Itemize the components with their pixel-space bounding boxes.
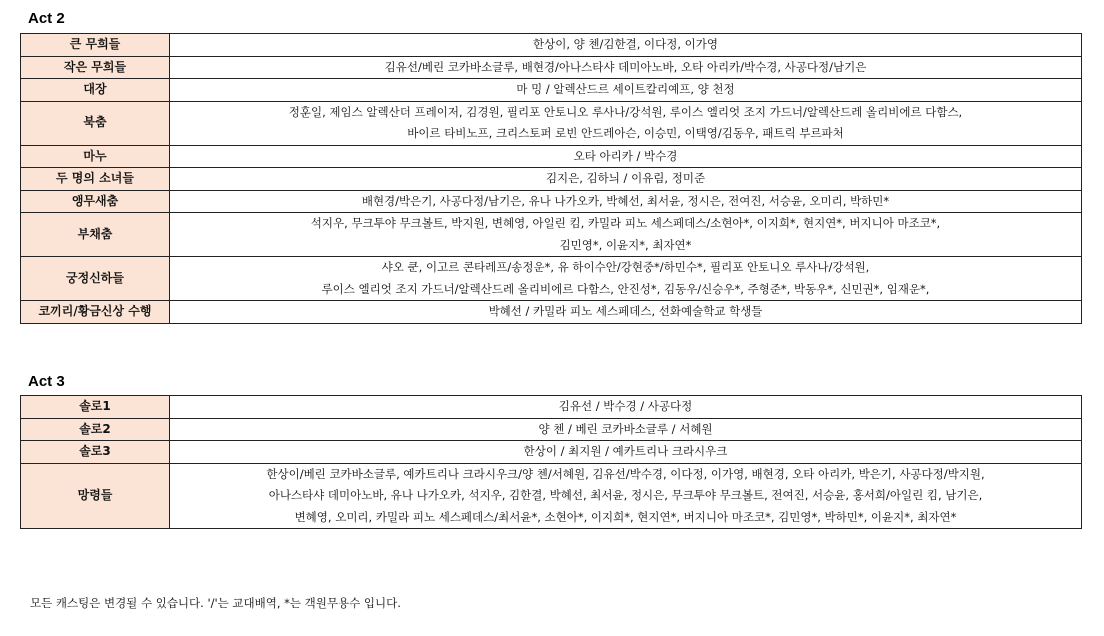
- cast-line: 석지우, 무크투야 무크볼트, 박지원, 변혜영, 아일린 킴, 카밀라 피노 세스페데스/소현아*, 이지희*, 현지연*, 버지니아 마조코*,: [310, 216, 941, 230]
- act2-heading: Act 2: [28, 10, 65, 27]
- cast-row: [21, 190, 1082, 213]
- cast-line: 아나스타샤 데미아노바, 유나 나가오카, 석지우, 김한결, 박혜선, 최서윤, 정시은, 무크투야 무크볼트, 전여진, 서승윤, 홍서희/아일린 킴, 남기은,: [268, 488, 983, 502]
- cast-line: 김유선 / 박수경 / 사공다정: [558, 399, 693, 413]
- cast-list: [170, 79, 1082, 102]
- cast-row: [21, 79, 1082, 102]
- cast-row: [21, 441, 1082, 464]
- role-name: 부채춤: [21, 213, 170, 257]
- role-name: 코끼리/황금신상 수행: [21, 301, 170, 324]
- cast-list: [170, 34, 1082, 57]
- act2-cast-table: [20, 33, 1082, 324]
- cast-line: 배현경/박은기, 사공다정/남기은, 유나 나가오카, 박혜선, 최서윤, 정시은, 전여진, 서승윤, 오미리, 박하민*: [361, 193, 890, 208]
- cast-line: 한상이/베린 코카바소글루, 예카트리나 크라시우크/양 첸/서혜원, 김유선/박수경, 이다정, 이가영, 배현경, 오타 아리카, 박은기, 사공다정/박지원,: [266, 466, 985, 481]
- role-name: 솔로2: [21, 418, 170, 441]
- cast-list: [170, 56, 1082, 79]
- role-name: 큰 무희들: [21, 34, 170, 57]
- cast-line: 마 밍 / 알렉산드르 세이트칼리예프, 양 천정: [516, 82, 735, 96]
- role-name: 궁정신하들: [21, 257, 170, 301]
- cast-row: [21, 418, 1082, 441]
- cast-list: [170, 257, 1082, 301]
- cast-list: [170, 463, 1082, 529]
- cast-list: [170, 213, 1082, 257]
- cast-line: 김민영*, 이윤지*, 최자연*: [559, 237, 692, 252]
- cast-line: 오타 아리카 / 박수경: [573, 148, 678, 163]
- cast-row: [21, 213, 1082, 257]
- cast-row: [21, 257, 1082, 301]
- casting-footnote: 모든 캐스팅은 변경될 수 있습니다. '/'는 교대배역, *는 객원무용수 입니다.: [30, 596, 401, 610]
- cast-row: [21, 168, 1082, 191]
- cast-line: 김지은, 김하늬 / 이유림, 정미준: [545, 171, 706, 185]
- cast-line: 변혜영, 오미리, 카밀라 피노 세스페데스/최서윤*, 소현아*, 이지희*, 현지연*, 버지니아 마조코*, 김민영*, 박하민*, 이윤지*, 최자연*: [294, 509, 957, 524]
- role-name: 작은 무희들: [21, 56, 170, 79]
- cast-list: [170, 168, 1082, 191]
- cast-line: 한상이 / 최지원 / 예카트리나 크라시우크: [523, 444, 728, 458]
- cast-line: 김유선/베린 코카바소글루, 배현경/아나스타샤 데미아노바, 오타 아리카/박수경, 사공다정/남기은: [384, 59, 867, 74]
- cast-line: 양 첸 / 베린 코카바소글루 / 서혜원: [538, 421, 713, 436]
- cast-list: [170, 441, 1082, 464]
- cast-row: [21, 101, 1082, 145]
- cast-list: [170, 396, 1082, 419]
- cast-row: [21, 145, 1082, 168]
- cast-line: 루이스 엘리엇 조지 가드너/알렉산드레 올리비에르 다함스, 안진성*, 김동우/신승우*, 주형준*, 박동우*, 신민권*, 임재운*,: [321, 281, 930, 296]
- cast-line: 박혜선 / 카밀라 피노 세스페데스, 선화예술학교 학생들: [488, 304, 763, 318]
- role-name: 망령들: [21, 463, 170, 529]
- cast-row: [21, 34, 1082, 57]
- role-name: 북춤: [21, 101, 170, 145]
- cast-line: 한상이, 양 첸/김한결, 이다정, 이가영: [533, 37, 718, 51]
- cast-row: [21, 396, 1082, 419]
- role-name: 솔로1: [21, 396, 170, 419]
- role-name: 두 명의 소녀들: [21, 168, 170, 191]
- cast-list: [170, 418, 1082, 441]
- cast-list: [170, 145, 1082, 168]
- act3-cast-table: [20, 395, 1082, 529]
- role-name: 앵무새춤: [21, 190, 170, 213]
- role-name: 솔로3: [21, 441, 170, 464]
- cast-line: 정훈일, 제임스 알렉산더 프레이저, 김경원, 필리포 안토니오 루사나/강석원, 루이스 엘리엇 조지 가드너/알렉산드레 올리비에르 다함스,: [288, 104, 963, 119]
- cast-list: [170, 301, 1082, 324]
- role-name: 마누: [21, 145, 170, 168]
- cast-row: [21, 301, 1082, 324]
- cast-line: 바이르 타비노프, 크리스토퍼 로빈 안드레아슨, 이승민, 이택영/김동우, 패트릭 부르파처: [407, 126, 844, 140]
- cast-line: 샤오 쿤, 이고르 콘타레프/송정운*, 유 하이수안/강현중*/하민수*, 필리포 안토니오 루사나/강석원,: [381, 260, 870, 274]
- act3-heading: Act 3: [28, 373, 65, 390]
- cast-row: [21, 56, 1082, 79]
- cast-list: [170, 190, 1082, 213]
- cast-list: [170, 101, 1082, 145]
- cast-row: [21, 463, 1082, 529]
- role-name: 대장: [21, 79, 170, 102]
